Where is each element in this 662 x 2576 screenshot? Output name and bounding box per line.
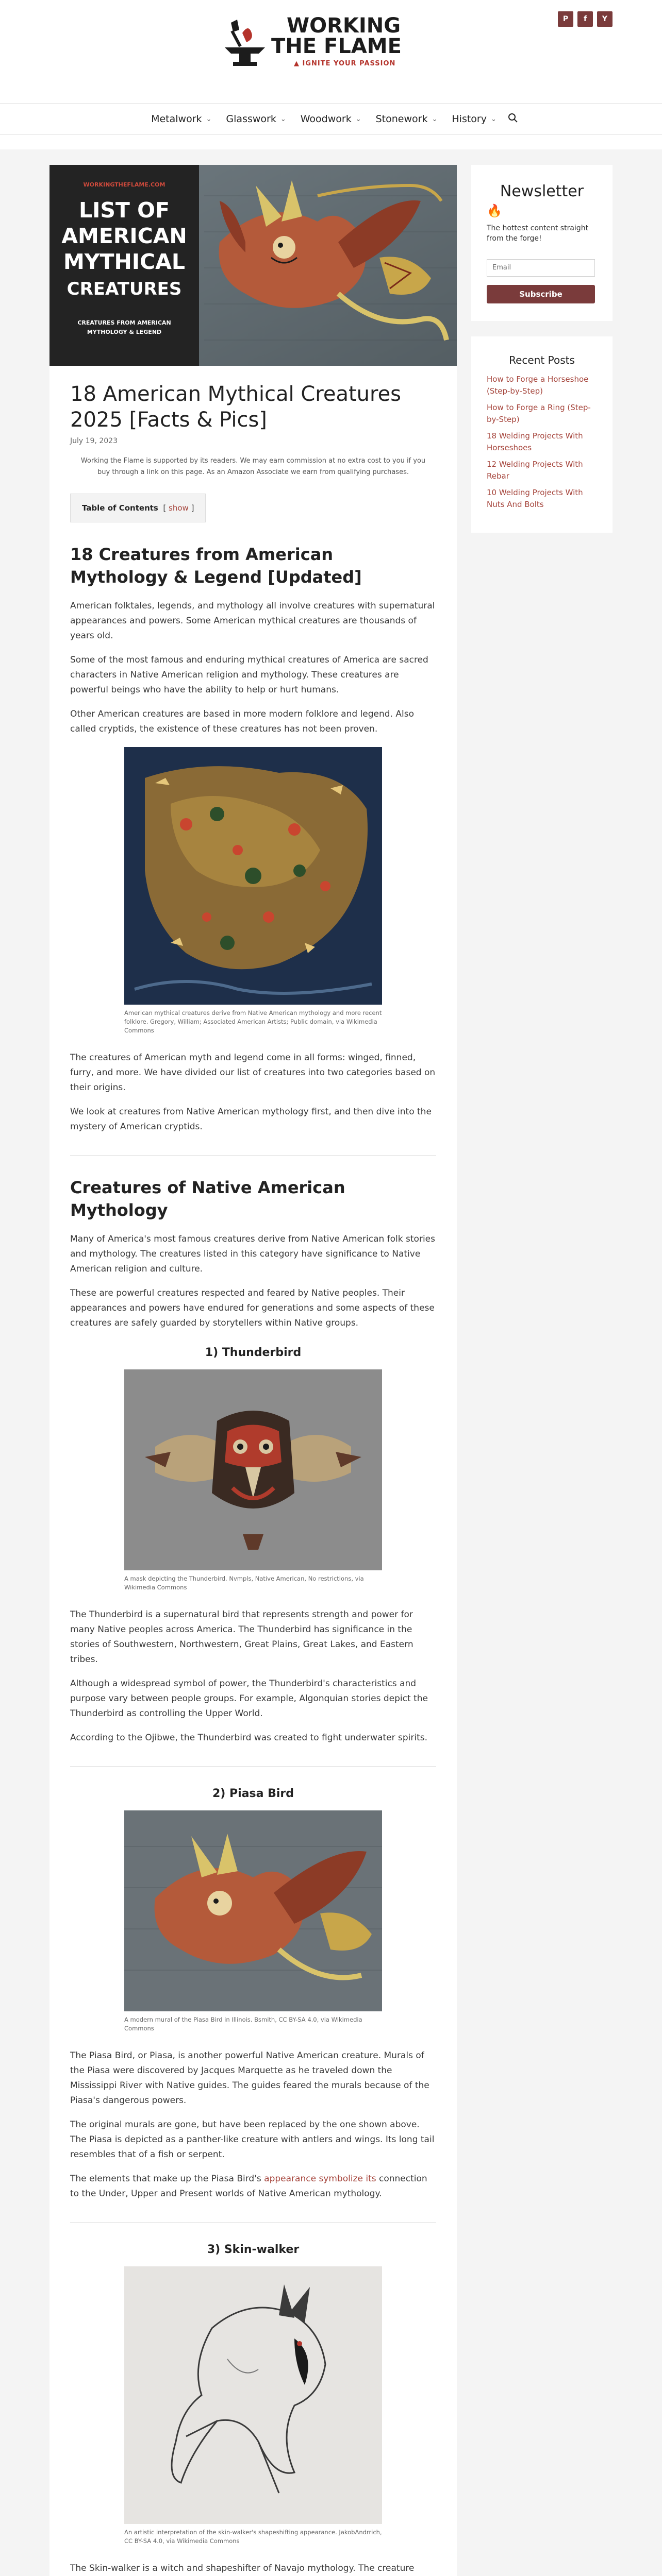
recent-post-link[interactable]: 18 Welding Projects With Horseshoes <box>487 431 583 452</box>
divider <box>70 1155 436 1156</box>
nav-item-label: History <box>452 113 487 125</box>
toc-label: Table of Contents <box>82 503 158 513</box>
creature-heading-piasa: 2) Piasa Bird <box>212 1787 294 1800</box>
site-header <box>0 0 662 77</box>
site-logo[interactable] <box>222 12 443 74</box>
divider <box>70 2222 436 2223</box>
appearance-symbolize-link[interactable]: appearance symbolize its <box>264 2174 376 2184</box>
recent-post-link[interactable]: 10 Welding Projects With Nuts And Bolts <box>487 488 583 509</box>
recent-posts-widget <box>471 336 613 533</box>
paragraph: American folktales, legends, and mythology all involve creatures with supernatural appearances and powers. Some American mythical creatures are thousands of years old. <box>70 601 435 641</box>
article <box>49 165 457 2576</box>
paragraph-text: The elements that make up the Piasa Bird's <box>70 2174 261 2184</box>
recent-posts-list <box>487 374 597 511</box>
creature-heading-skinwalker: 3) Skin-walker <box>207 2243 300 2256</box>
nav-item-woodwork[interactable] <box>293 113 369 125</box>
subscribe-button[interactable]: Subscribe <box>487 285 595 303</box>
recent-posts-title: Recent Posts <box>509 354 575 366</box>
paragraph: The creatures of American myth and legend come in all forms: winged, finned, furry, and more. We have divided our list of creatures into two categories based on their origins. <box>70 1053 436 1093</box>
creature-heading-thunderbird: 1) Thunderbird <box>205 1346 302 1359</box>
newsletter-text: The hottest content straight from the forge! <box>487 224 589 243</box>
recent-post-link[interactable]: 12 Welding Projects With Rebar <box>487 460 583 481</box>
figure-caption: An artistic interpretation of the skin-walker's shapeshifting appearance. JakobAndrrich, CC BY-SA 4.0, via Wikimedia Commons <box>124 2529 382 2545</box>
pinterest-icon[interactable]: P <box>558 11 573 27</box>
toc-toggle-link[interactable]: show <box>169 503 189 513</box>
thunderbird-mask-image <box>124 1369 382 1570</box>
post-date: July 19, 2023 <box>70 437 118 445</box>
site-title <box>271 15 402 57</box>
section-heading-native: Creatures of Native American Mythology <box>70 1178 345 1220</box>
article-content <box>70 381 436 2576</box>
recent-post-link[interactable]: How to Forge a Horseshoe (Step-by-Step) <box>487 375 589 396</box>
social-links <box>558 11 613 27</box>
nav-item-history[interactable] <box>444 113 504 125</box>
nav-item-glasswork[interactable] <box>219 113 293 125</box>
chevron-down-icon: ⌄ <box>206 115 212 123</box>
email-field[interactable]: Email <box>487 259 595 277</box>
chevron-down-icon: ⌄ <box>355 115 361 123</box>
figure-map <box>124 747 382 1035</box>
nav-item-label: Stonework <box>375 113 428 125</box>
nav-item-stonework[interactable] <box>369 113 445 125</box>
divider <box>70 1766 436 1767</box>
paragraph: The Skin-walker is a witch and shapeshifter of Navajo mythology. The creature <box>70 2563 415 2573</box>
mythical-map-image <box>124 747 382 1005</box>
site-title-line1: WORKING <box>287 14 401 38</box>
post-title: 18 American Mythical Creatures 2025 [Facts & Pics] <box>70 382 402 432</box>
hero-url: WORKINGTHEFLAME.COM <box>83 181 166 188</box>
paragraph: Many of America's most famous creatures derive from Native American folk stories and mythology. The creatures listed in this category have significance to Native American religion and culture. <box>70 1234 435 1274</box>
newsletter-widget <box>471 165 613 321</box>
nav-item-label: Glasswork <box>226 113 276 125</box>
nav-item-metalwork[interactable] <box>144 113 219 125</box>
figure-caption: A mask depicting the Thunderbird. Nvmpls, Native American, No restrictions, via Wikimedia Commons <box>124 1575 364 1591</box>
paragraph <box>70 2172 436 2201</box>
hero-line2: AMERICAN <box>61 224 187 248</box>
paragraph: Some of the most famous and enduring mythical creatures of America are sacred characters in Native American religion and mythology. These creatures are powerful beings who have the ability to help or hurt humans. <box>70 655 428 695</box>
section-heading-intro: 18 Creatures from American Mythology & Legend [Updated] <box>70 545 362 587</box>
site-tagline-text: IGNITE YOUR PASSION <box>302 60 396 67</box>
skinwalker-art-image <box>124 2266 382 2524</box>
table-of-contents: Table of Contents [ show ] <box>70 494 206 522</box>
paragraph: The original murals are gone, but have been replaced by the one shown above. The Piasa is depicted as a panther-like creature with antlers and wings. Its long tail resembles that of a fish or serpent. <box>70 2120 435 2160</box>
site-title-line2: THE FLAME <box>271 35 402 58</box>
chevron-down-icon: ⌄ <box>491 115 496 123</box>
figure-skinwalker <box>124 2266 382 2546</box>
hero-image <box>49 165 457 366</box>
fire-icon: 🔥 <box>487 204 502 218</box>
hero-sub2: MYTHOLOGY & LEGEND <box>87 329 162 335</box>
hero-line1: LIST OF <box>78 198 170 223</box>
chevron-down-icon: ⌄ <box>432 115 438 123</box>
hero-sub1: CREATURES FROM AMERICAN <box>77 319 171 326</box>
site-tagline <box>294 60 395 67</box>
paragraph: The Piasa Bird, or Piasa, is another powerful Native American creature. Murals of the Piasa were discovered by Jacques Marquette as he traveled down the Mississippi River with Native guides. The guides feared the murals because of the Piasa's dangerous powers. <box>70 2050 429 2106</box>
paragraph: The Thunderbird is a supernatural bird that represents strength and power for many Native peoples across America. The Thunderbird has significance in the stories of Southwestern, Northwestern, Great Plains, Great Lakes, and Eastern tribes. <box>70 1609 413 1665</box>
figure-caption: American mythical creatures derive from Native American mythology and more recent folklore. Gregory, William; Associated American Artists; Public domain, via Wikimedia Commons <box>124 1009 382 1034</box>
newsletter-title: Newsletter <box>500 182 584 200</box>
hero-line4: CREATURES <box>67 279 182 299</box>
youtube-icon[interactable]: Y <box>597 11 613 27</box>
search-icon[interactable] <box>508 113 518 126</box>
anvil-logo-icon <box>222 18 268 69</box>
flame-icon: ▲ <box>294 60 300 67</box>
paragraph: Although a widespread symbol of power, the Thunderbird's characteristics and purpose vary between people groups. For example, Algonquian stories depict the Thunderbird as controlling the Upper World. <box>70 1679 428 1719</box>
sidebar <box>471 165 613 548</box>
hero-line3: MYTHICAL <box>63 249 185 274</box>
chevron-down-icon: ⌄ <box>280 115 286 123</box>
nav-item-label: Woodwork <box>300 113 352 125</box>
main-navigation <box>0 103 662 135</box>
figure-caption: A modern mural of the Piasa Bird in Illinois. Bsmith, CC BY-SA 4.0, via Wikimedia Commons <box>124 2016 362 2032</box>
figure-piasa <box>124 1810 382 2033</box>
paragraph: Other American creatures are based in more modern folklore and legend. Also called cryptids, the existence of these creatures has not been proven. <box>70 709 414 734</box>
paragraph: These are powerful creatures respected and feared by Native peoples. Their appearances and powers have endured for generations and some aspects of these creatures are safely guarded by storytellers within Native groups. <box>70 1288 435 1328</box>
affiliate-disclaimer: Working the Flame is supported by its readers. We may earn commission at no extra cost to you if you buy through a link on this page. As an Amazon Associate we earn from qualifying purchases. <box>80 457 426 476</box>
facebook-icon[interactable]: f <box>577 11 593 27</box>
recent-post-link[interactable]: How to Forge a Ring (Step-by-Step) <box>487 403 591 424</box>
nav-item-label: Metalwork <box>151 113 202 125</box>
figure-thunderbird <box>124 1369 382 1592</box>
piasa-mural-image <box>124 1810 382 2011</box>
paragraph: We look at creatures from Native American mythology first, and then dive into the mystery of American cryptids. <box>70 1107 432 1132</box>
paragraph: According to the Ojibwe, the Thunderbird was created to fight underwater spirits. <box>70 1733 427 1743</box>
paragraph-text: connection to the Under, Upper and Present worlds of Native American mythology. <box>70 2174 427 2199</box>
